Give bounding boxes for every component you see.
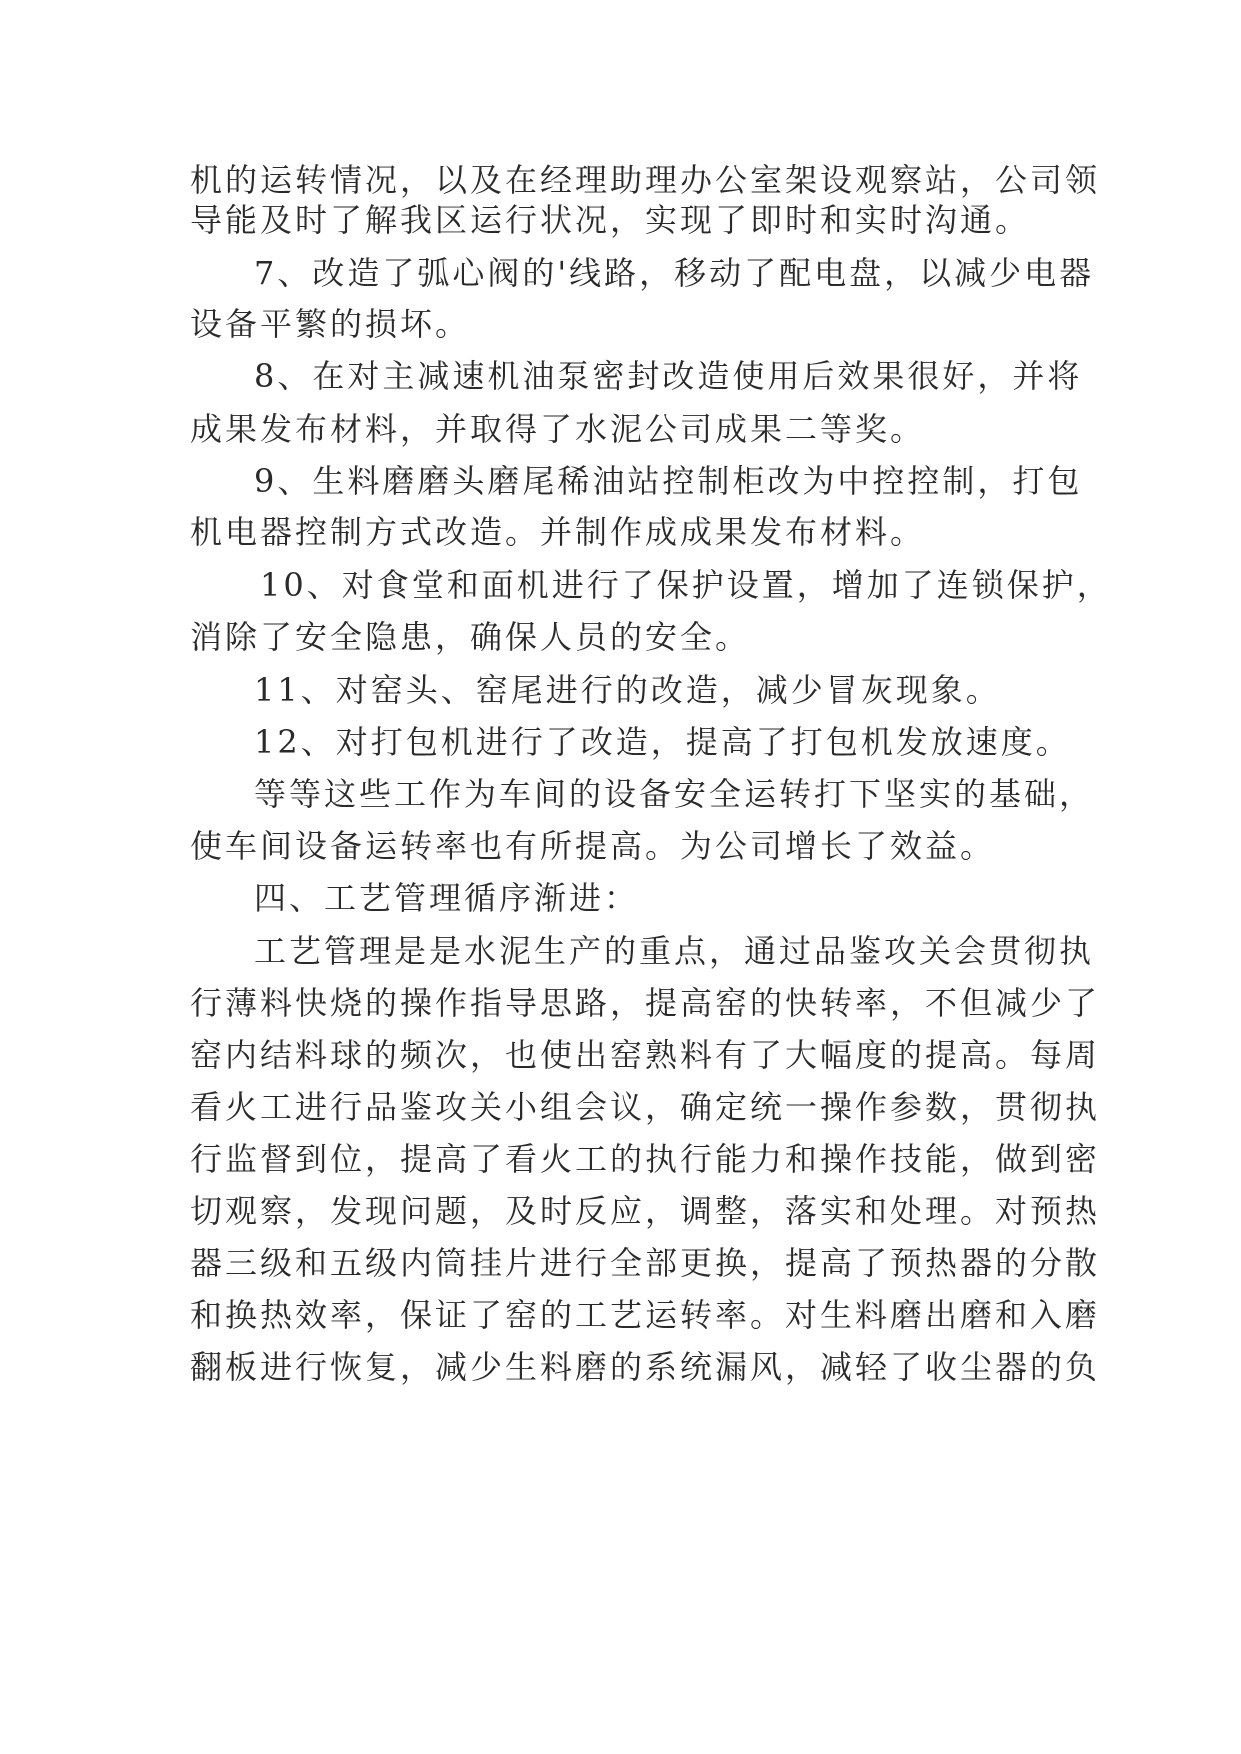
text-line: 等等这些工作为车间的设备安全运转打下坚实的基础， <box>254 775 1095 813</box>
text-line: 8、在对主减速机油泵密封改造使用后效果很好，并将 <box>254 357 1083 395</box>
text-line: 导能及时了解我区运行状况，实现了即时和实时沟通。 <box>190 201 1031 239</box>
text-line: 和换热效率，保证了窑的工艺运转率。对生料磨出磨和入磨 <box>190 1296 1101 1334</box>
text-line: 工艺管理是是水泥生产的重点，通过品鉴攻关会贯彻执 <box>254 932 1095 970</box>
text-line: 使车间设备运转率也有所提高。为公司增长了效益。 <box>190 827 996 865</box>
text-line: 机电器控制方式改造。并制作成成果发布材料。 <box>190 513 926 551</box>
text-line: 器三级和五级内筒挂片进行全部更换，提高了预热器的分散 <box>190 1244 1101 1282</box>
text-line: 看火工进行品鉴攻关小组会议，确定统一操作参数，贯彻执 <box>190 1088 1101 1126</box>
text-line: 机的运转情况，以及在经理助理办公室架设观察站，公司领 <box>190 161 1101 199</box>
text-line: 9、生料磨磨头磨尾稀油站控制柜改为中控控制，打包 <box>254 462 1083 500</box>
text-line: 11、对窑头、窑尾进行的改造，减少冒灰现象。 <box>254 671 1001 709</box>
text-line: 窑内结料球的频次，也使出窑熟料有了大幅度的提高。每周 <box>190 1036 1101 1074</box>
text-line: 设备平繁的损坏。 <box>190 305 471 343</box>
text-line: 行薄料快烧的操作指导思路，提高窑的快转率，不但减少了 <box>190 984 1101 1022</box>
text-line: 切观察，发现问题，及时反应，调整，落实和处理。对预热 <box>190 1192 1101 1230</box>
text-line: 7、改造了弧心阀的'线路，移动了配电盘，以减少电器 <box>254 254 1095 292</box>
text-line: 12、对打包机进行了改造，提高了打包机发放速度。 <box>254 723 1071 761</box>
text-line: 10、对食堂和面机进行了保护设置，增加了连锁保护， <box>260 566 1112 604</box>
text-line: 成果发布材料，并取得了水泥公司成果二等奖。 <box>190 410 926 448</box>
section-heading: 四、工艺管理循序渐进： <box>254 879 640 917</box>
text-line: 翻板进行恢复，减少生料磨的系统漏风，减轻了收尘器的负 <box>190 1348 1101 1386</box>
text-line: 行监督到位，提高了看火工的执行能力和操作技能，做到密 <box>190 1140 1101 1178</box>
text-line: 消除了安全隐患，确保人员的安全。 <box>190 618 751 656</box>
